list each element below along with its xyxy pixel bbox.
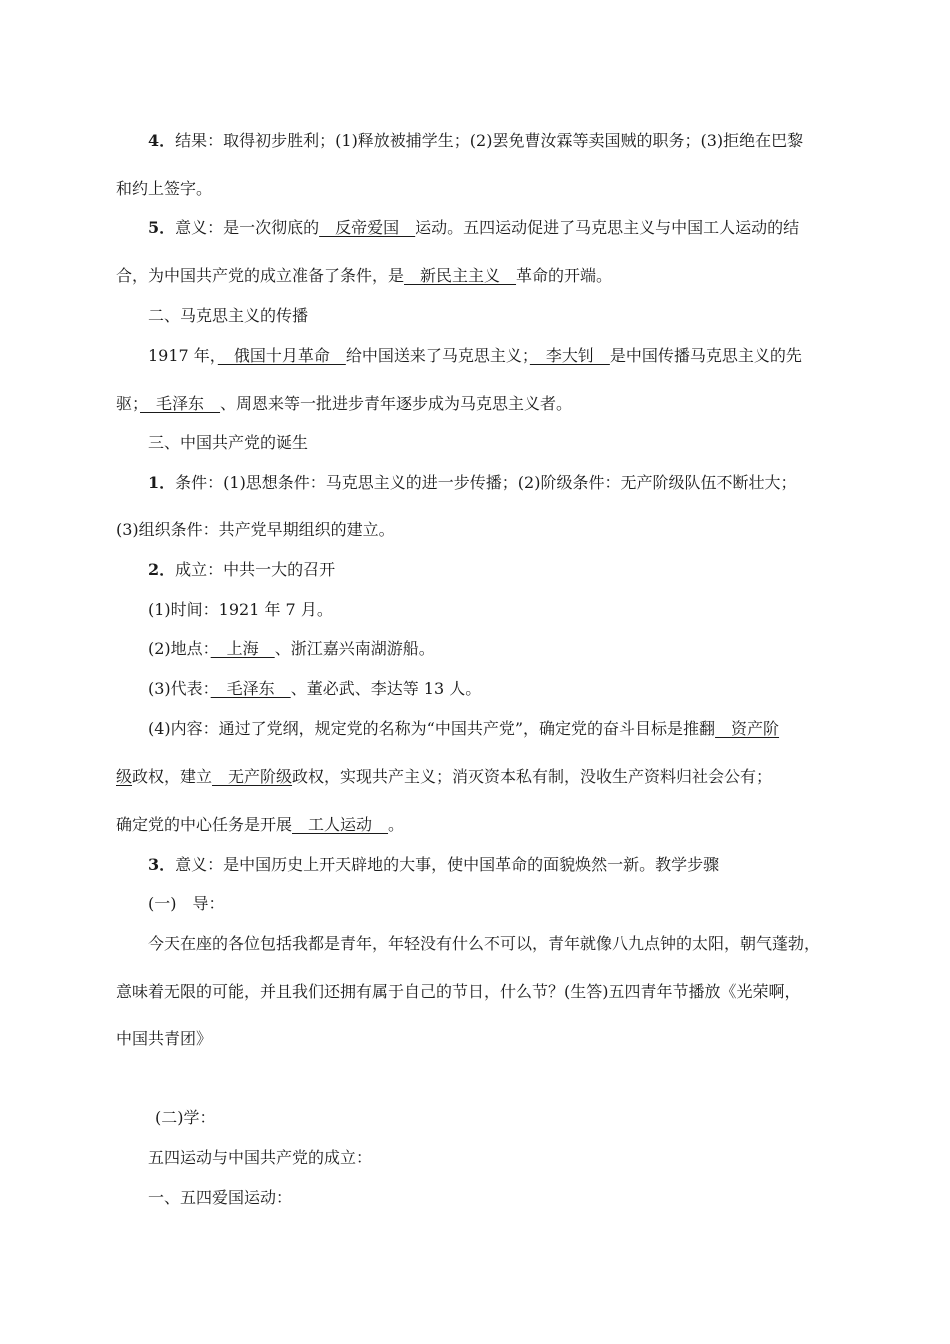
step-intro-heading: (一) 导： — [148, 894, 225, 913]
marxism-paragraph-line2: 驱； 毛泽东 、周恩来等一批进步青年逐步成为马克思主义者。 — [116, 394, 573, 413]
fill-blank: 李大钊 — [529, 346, 610, 365]
significance-paragraph-line2: 合，为中国共产党的成立准备了条件，是 新民主主义 革命的开端。 — [116, 266, 613, 285]
founding-delegates: (3)代表： 毛泽东 、董必武、李达等 13 人。 — [148, 679, 482, 698]
founding-content-line1: (4)内容：通过了党纲，规定党的名称为“中国共产党”，确定党的奋斗目标是推翻 资产阶 — [148, 719, 780, 738]
conditions-paragraph-line2: (3)组织条件：共产党早期组织的建立。 — [116, 520, 395, 539]
fill-blank: 上海 — [210, 639, 275, 658]
section-heading-2: 二、马克思主义的传播 — [148, 306, 309, 325]
founding-content-line3: 确定党的中心任务是开展 工人运动 。 — [116, 815, 405, 834]
fill-blank: 毛泽东 — [210, 679, 291, 698]
fill-blank: 无产阶级 — [212, 767, 293, 786]
result-paragraph-line1: 4．结果：取得初步胜利；(1)释放被捕学生；(2)罢免曹汝霖等卖国贼的职务；(3)拒绝在巴黎 — [148, 131, 804, 150]
fill-blank: 毛泽东 — [140, 394, 221, 413]
party-significance: 3．意义：是中国历史上开天辟地的大事，使中国革命的面貌焕然一新。教学步骤 — [148, 855, 720, 874]
marxism-paragraph-line1: 1917 年， 俄国十月革命 给中国送来了马克思主义； 李大钊 是中国传播马克思主义的先 — [148, 346, 802, 365]
significance-paragraph-line1: 5．意义：是一次彻底的 反帝爱国 运动。五四运动促进了马克思主义与中国工人运动的结 — [148, 218, 800, 237]
intro-paragraph-line1: 今天在座的各位包括我都是青年，年轻没有什么不可以，青年就像八九点钟的太阳，朝气蓬勃， — [148, 934, 821, 953]
founding-content-line2: 级政权，建立 无产阶级政权，实现共产主义；消灭资本私有制，没收生产资料归社会公有； — [116, 767, 773, 786]
section-heading-3: 三、中国共产党的诞生 — [148, 433, 309, 452]
topic-title: 五四运动与中国共产党的成立： — [148, 1148, 373, 1167]
intro-paragraph-line2: 意味着无限的可能，并且我们还拥有属于自己的节日，什么节？(生答)五四青年节播放《光荣啊， — [116, 982, 801, 1001]
founding-place: (2)地点： 上海 、浙江嘉兴南湖游船。 — [148, 639, 435, 658]
founding-time: (1)时间：1921 年 7 月。 — [148, 600, 333, 619]
fill-blank: 反帝爱国 — [319, 218, 416, 237]
fill-blank: 级 — [116, 767, 133, 786]
fill-blank: 资产阶 — [715, 719, 780, 738]
fill-blank: 工人运动 — [292, 815, 389, 834]
fill-blank: 新民主主义 — [404, 266, 517, 285]
result-paragraph-line2: 和约上签字。 — [116, 179, 213, 198]
fill-blank: 俄国十月革命 — [217, 346, 346, 365]
conditions-paragraph-line1: 1．条件：(1)思想条件：马克思主义的进一步传播；(2)阶级条件：无产阶级队伍不断壮大； — [148, 473, 797, 492]
step-learn-heading: (二)学： — [155, 1108, 216, 1127]
founding-heading: 2．成立：中共一大的召开 — [148, 560, 336, 579]
topic-subheading: 一、五四爱国运动： — [148, 1188, 293, 1207]
intro-paragraph-line3: 中国共青团》 — [116, 1029, 213, 1048]
